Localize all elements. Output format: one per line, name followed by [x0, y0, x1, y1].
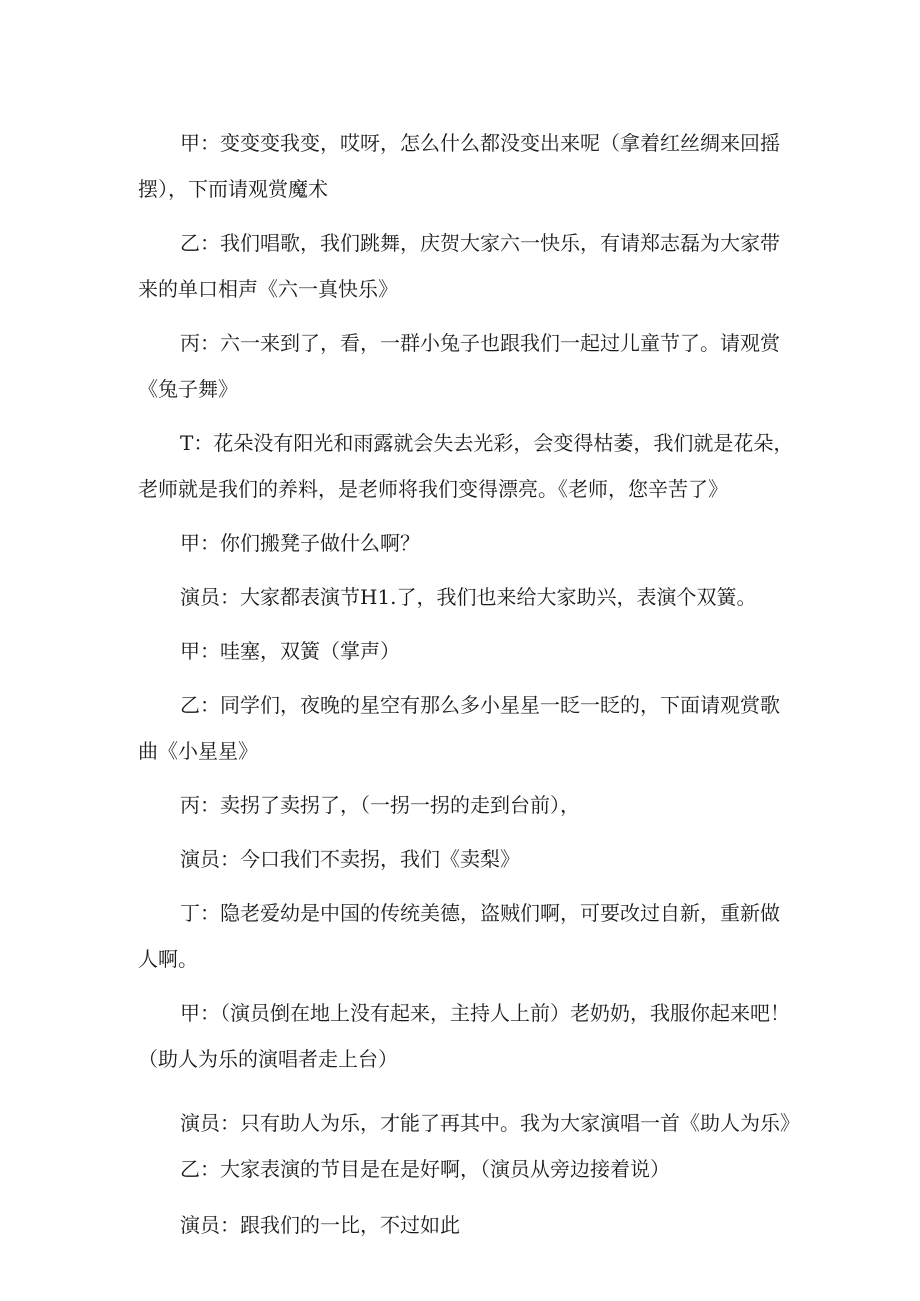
- text-line: 甲：你们搬凳子做什么啊？: [180, 531, 420, 555]
- text-line: 乙：同学们，夜晚的星空有那么多小星星一眨一眨的，下面请观赏歌: [180, 693, 780, 717]
- text-line: 丙：六一来到了，看，一群小兔子也跟我们一起过儿童节了。请观赏: [180, 331, 780, 355]
- paragraph-6: [138, 574, 788, 620]
- paragraph-10: [138, 836, 788, 882]
- paragraph-4: [138, 420, 794, 512]
- text-line: 《兔子舞》: [138, 377, 238, 401]
- paragraph-7: [138, 628, 788, 674]
- text-line: 演员：大家都表演节H1.了，我们也来给大家助兴，表演个双簧。: [180, 585, 757, 609]
- text-line: 甲：变变变我变，哎呀，怎么什么都没变出来呢（拿着红丝绸来回摇: [180, 131, 780, 155]
- paragraph-11: [138, 890, 788, 982]
- text-line: 人啊。: [138, 947, 198, 971]
- text-line: 演员：只有助人为乐，才能了再其中。我为大家演唱一首《助人为乐》: [180, 1111, 800, 1135]
- text-line: 曲《小星星》: [138, 739, 258, 763]
- text-line: 乙：我们唱歌，我们跳舞，庆贺大家六一快乐，有请郑志磊为大家带: [180, 231, 780, 255]
- text-line: 乙：大家表演的节目是在是好啊，（演员从旁边接着说）: [180, 1157, 670, 1181]
- paragraph-15: [138, 1202, 788, 1248]
- text-line: 甲：哇塞，双簧（掌声）: [180, 639, 400, 663]
- text-line: （助人为乐的演唱者走上台）: [138, 1047, 398, 1071]
- paragraph-5: [138, 520, 788, 566]
- text-line: T：花朵没有阳光和雨露就会失去光彩，会变得枯萎，我们就是花朵，: [180, 431, 794, 455]
- text-line: 丁：隐老爱幼是中国的传统美德，盗贼们啊，可要改过自新，重新做: [180, 901, 780, 925]
- text-line: 演员：跟我们的一比，不过如此: [180, 1213, 460, 1237]
- paragraph-12: [138, 990, 788, 1082]
- text-line: 摆），下而请观赏魔术: [138, 177, 328, 201]
- paragraph-14: [138, 1146, 788, 1192]
- paragraph-9: [138, 782, 788, 828]
- document-page: [138, 120, 800, 1248]
- text-line: 丙：卖拐了卖拐了，（一拐一拐的走到台前），: [180, 793, 580, 817]
- paragraph-8: [138, 682, 788, 774]
- paragraph-2: [138, 220, 788, 312]
- text-line: 老师就是我们的养料，是老师将我们变得漂亮。《老师，您辛苦了》: [138, 477, 728, 501]
- paragraph-13: [138, 1100, 800, 1146]
- text-line: 来的单口相声《六一真快乐》: [138, 277, 398, 301]
- paragraph-1: [138, 120, 788, 212]
- text-line: 甲：（演员倒在地上没有起来，主持人上前）老奶奶，我服你起来吧！: [180, 1001, 790, 1025]
- text-line: 演员：今口我们不卖拐，我们《卖梨》: [180, 847, 520, 871]
- paragraph-3: [138, 320, 788, 412]
